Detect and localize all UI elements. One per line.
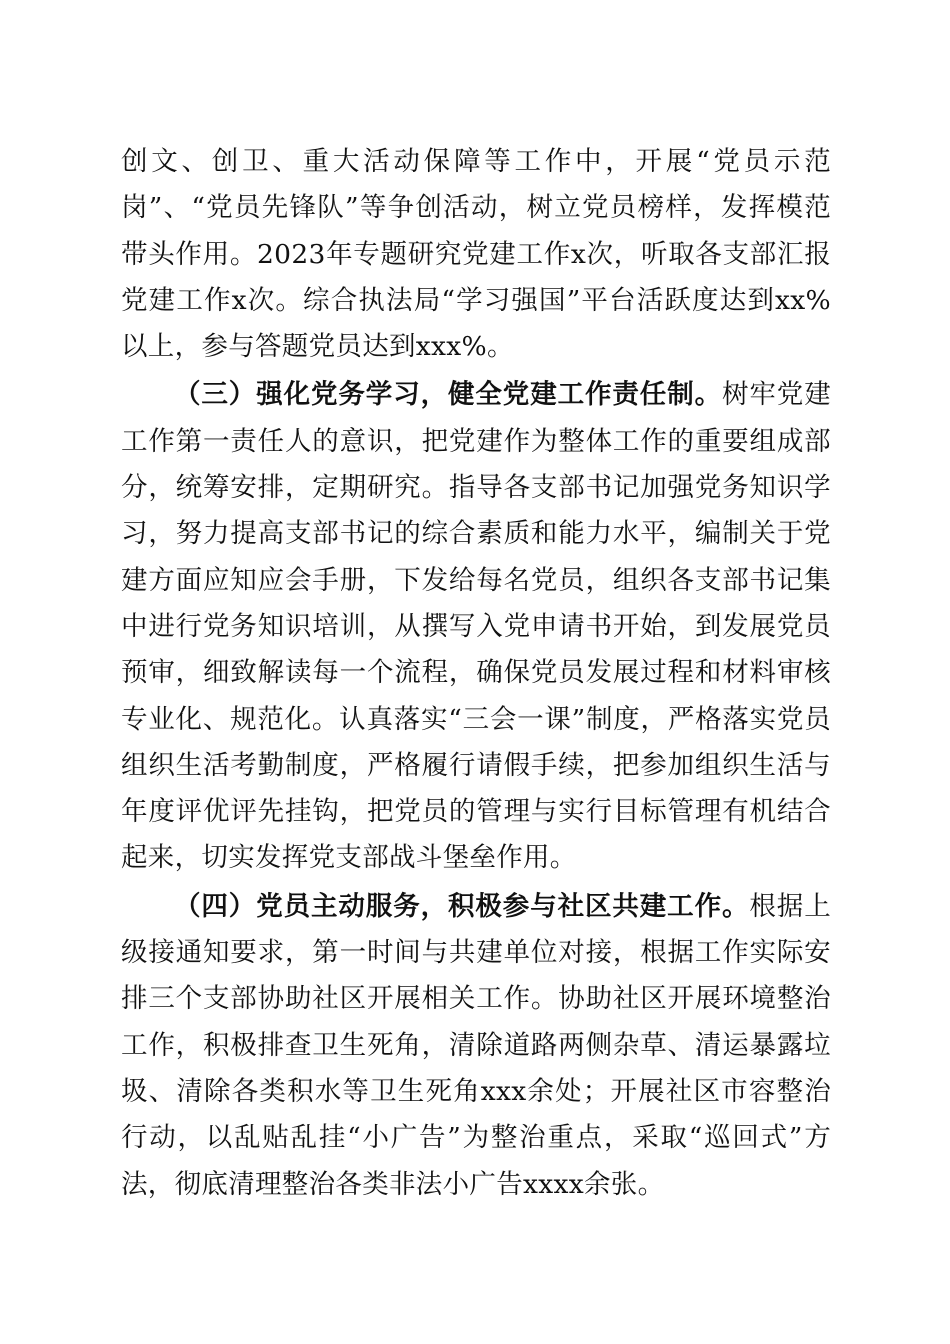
paragraph-continuation — [121, 139, 831, 370]
section-4-heading: （四）党员主动服务，积极参与社区共建工作。 — [174, 890, 750, 922]
section-4-text: 根据上级接通知要求，第一时间与共建单位对接，根据工作实际安排三个支部协助社区开展相关工作。协助社区开展环境整治工作，积极排查卫生死角，清除道路两侧杂草、清运暴露垃圾、清除各类积水等卫生死角xxx余处；开展社区市容整治行动，以乱贴乱挂“小广告”为整治重点，采取“巡回式”方法，彻底清理整治各类非法小广告xxxx余张。 — [121, 890, 831, 1200]
document-body — [121, 139, 831, 1208]
section-3-text: 树牢党建工作第一责任人的意识，把党建作为整体工作的重要组成部分，统筹安排，定期研究。指导各支部书记加强党务知识学习，努力提高支部书记的综合素质和能力水平，编制关于党建方面应知应会手册，下发给每名党员，组织各支部书记集中进行党务知识培训，从撰写入党申请书开始，到发展党员预审，细致解读每一个流程，确保党员发展过程和材料审核专业化、规范化。认真落实“三会一课”制度，严格落实党员组织生活考勤制度，严格履行请假手续，把参加组织生活与年度评优评先挂钩，把党员的管理与实行目标管理有机结合起来，切实发挥党支部战斗堡垒作用。 — [121, 379, 831, 874]
paragraph-text: 创文、创卫、重大活动保障等工作中，开展“党员示范岗”、“党员先锋队”等争创活动，树立党员榜样，发挥模范带头作用。2023年专题研究党建工作x次，听取各支部汇报党建工作x次。综合执法局“学习强国”平台活跃度达到xx%以上，参与答题党员达到xxx%。 — [121, 146, 831, 363]
section-3-heading: （三）强化党务学习，健全党建工作责任制。 — [174, 379, 722, 411]
paragraph-section-4 — [121, 884, 831, 1208]
paragraph-section-3 — [121, 372, 831, 881]
